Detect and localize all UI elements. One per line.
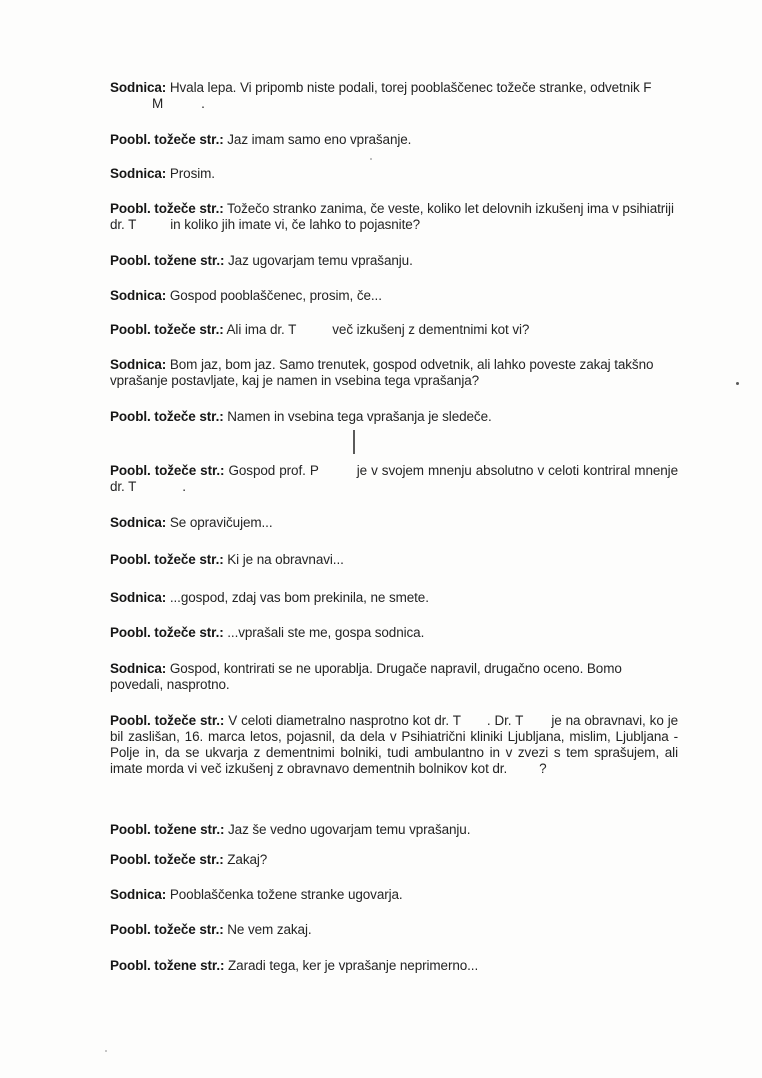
entry-text: ...vprašali ste me, gospa sodnica. (227, 625, 425, 640)
entry-text-part-3: . (201, 96, 205, 111)
speaker-label: Poobl. tožeče str.: (110, 409, 224, 424)
entry-text: Se opravičujem... (169, 515, 273, 530)
transcript-entry (110, 253, 678, 269)
entry-text-part-3: je na obravnavi, ko je bil zaslišan, 16. marca letos, pojasnil, da dela v Psihiatrični kliniki Ljubljana, mislim, Ljubljana - Polje in, da se ukvarja z dementnimi bolniki, tudi ambulantno in v zvezi s tem sprašujem, ali imate morda vi več izkušenj z obravnavo dementnih bolnikov kot dr. (110, 713, 679, 776)
entry-text: Jaz imam samo eno vprašanje. (227, 132, 412, 147)
transcript-entry (110, 166, 678, 182)
speaker-label: Sodnica: (110, 515, 167, 530)
transcript-entry (110, 322, 678, 338)
entry-text: Zaradi tega, ker je vprašanje neprimerno... (228, 958, 479, 973)
scan-dot (105, 1050, 107, 1052)
transcript-entry (110, 357, 678, 389)
entry-text-part-3: . (182, 479, 186, 494)
speaker-label: Poobl. tožeče str.: (110, 463, 225, 478)
entry-text: Pooblaščenka tožene stranke ugovarja. (169, 887, 403, 902)
entry-text: Gospod prof. P (228, 463, 319, 478)
speaker-label: Sodnica: (110, 80, 167, 95)
transcript-entry (110, 852, 678, 868)
entry-text: Hvala lepa. Vi pripomb niste podali, torej pooblaščenec tožeče stranke, odvetnik F (169, 80, 652, 95)
entry-text: Gospod pooblaščenec, prosim, če... (169, 288, 382, 303)
transcript-entry (110, 463, 678, 495)
entry-text: V celoti diametralno nasprotno kot dr. T (228, 713, 461, 728)
entry-text: Tožečo stranko zanima, če veste, koliko let delovnih izkušenj ima v psihiatriji dr. T (110, 201, 674, 232)
transcript-entry (110, 713, 678, 777)
transcript-entry (110, 958, 678, 974)
speaker-label: Sodnica: (110, 887, 167, 902)
transcript-entry (110, 288, 678, 304)
entry-text: Gospod, kontrirati se ne uporablja. Drugače napravil, drugačno oceno. Bomo povedali, nasprotno. (110, 661, 622, 692)
speaker-label: Sodnica: (110, 288, 167, 303)
entry-text: Ali ima dr. T (226, 322, 297, 337)
speaker-label: Poobl. tožeče str.: (110, 852, 224, 867)
speaker-label: Poobl. tožeče str.: (110, 713, 225, 728)
speaker-label: Sodnica: (110, 590, 167, 605)
speaker-label: Sodnica: (110, 357, 167, 372)
transcript-entry (110, 552, 678, 568)
entry-text-part-2: . Dr. T (486, 713, 524, 728)
speaker-label: Poobl. tožeče str.: (110, 132, 224, 147)
entry-text: Bom jaz, bom jaz. Samo trenutek, gospod odvetnik, ali lahko poveste zakaj takšno vprašanje postavljate, kaj je namen in vsebina tega vprašanja? (110, 357, 654, 388)
entry-text-part-2: več izkušenj z dementnimi kot vi? (332, 322, 530, 337)
transcript-entry (110, 409, 678, 425)
transcript-entry (110, 922, 678, 938)
entry-text: Jaz še vedno ugovarjam temu vprašanju. (228, 822, 471, 837)
scan-dot (736, 382, 739, 385)
entry-text: ...gospod, zdaj vas bom prekinila, ne smete. (169, 590, 429, 605)
speaker-label: Poobl. tožeče str.: (110, 322, 224, 337)
scan-mark (353, 430, 355, 454)
entry-text-part-4: ? (539, 761, 547, 776)
entry-text-part-2: M (152, 96, 164, 111)
entry-text-part-2: je v svojem mnenju absolutno v celoti kontriral mnenje dr. T (110, 463, 678, 494)
speaker-label: Sodnica: (110, 661, 167, 676)
speaker-label: Poobl. tožene str.: (110, 822, 225, 837)
speaker-label: Sodnica: (110, 166, 167, 181)
speaker-label: Poobl. tožeče str.: (110, 625, 224, 640)
entry-text-part-2: in koliko jih imate vi, če lahko to pojasnite? (170, 217, 421, 232)
transcript-entry (110, 822, 678, 838)
transcript-entry (110, 661, 678, 693)
speaker-label: Poobl. tožeče str.: (110, 201, 224, 216)
transcript-entry (110, 80, 678, 112)
entry-text: Zakaj? (227, 852, 268, 867)
speaker-label: Poobl. tožeče str.: (110, 552, 224, 567)
speaker-label: Poobl. tožeče str.: (110, 922, 224, 937)
transcript-entry (110, 201, 678, 233)
entry-text: Prosim. (169, 166, 215, 181)
transcript-entry (110, 132, 678, 148)
scan-dot (370, 158, 372, 160)
transcript-entry (110, 590, 678, 606)
entry-text: Jaz ugovarjam temu vprašanju. (228, 253, 413, 268)
entry-text: Ki je na obravnavi... (227, 552, 344, 567)
transcript-entry (110, 515, 678, 531)
entry-text: Ne vem zakaj. (227, 922, 312, 937)
transcript-entry (110, 887, 678, 903)
speaker-label: Poobl. tožene str.: (110, 958, 225, 973)
transcript-entry (110, 625, 678, 641)
speaker-label: Poobl. tožene str.: (110, 253, 225, 268)
entry-text: Namen in vsebina tega vprašanja je sledeče. (227, 409, 492, 424)
